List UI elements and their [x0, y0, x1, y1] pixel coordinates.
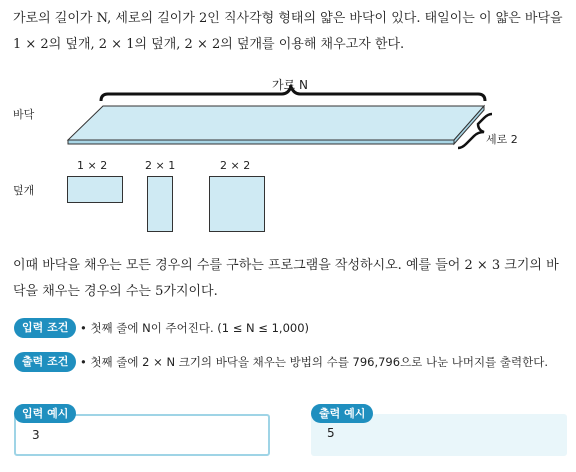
height-label: 세로 2	[486, 133, 518, 146]
input-condition-text: • 첫째 줄에 N이 주어진다. (1 ≤ N ≤ 1,000)	[80, 321, 310, 335]
problem-line: 가로의 길이가 N, 세로의 길이가 2인 직사각형 형태의 얇은 바닥이 있다. 태일이는 이 얇은 바닥을	[13, 11, 563, 26]
tile-1x2	[67, 176, 123, 203]
tile-label-1x2: 1 × 2	[77, 159, 108, 172]
floor-top-face	[68, 106, 484, 140]
width-label: 가로 N	[272, 78, 308, 92]
input-example-badge: 입력 예시	[14, 404, 76, 423]
floor-label: 바닥	[13, 108, 35, 121]
problem-line: 이때 바닥을 채우는 모든 경우의 수를 구하는 프로그램을 작성하시오. 예를 들어 2 × 3 크기의 바	[13, 258, 559, 273]
input-condition-badge: 입력 조건	[14, 318, 76, 338]
output-condition-text: • 첫째 줄에 2 × N 크기의 바닥을 채우는 방법의 수를 796,796으로 나눈 나머지를 출력한다.	[80, 355, 548, 369]
problem-paragraph-1	[13, 6, 569, 58]
tile-label-2x1: 2 × 1	[145, 159, 176, 172]
tile-label-2x2: 2 × 2	[220, 159, 251, 172]
problem-line: 닥을 채우는 경우의 수는 5가지이다.	[13, 284, 218, 299]
problem-paragraph-2	[13, 253, 569, 305]
tile-2x2	[209, 176, 265, 232]
problem-line: 1 × 2의 덮개, 2 × 1의 덮개, 2 × 2의 덮개를 이용해 채우고자 한다.	[13, 37, 405, 52]
output-example-badge: 출력 예시	[311, 404, 373, 423]
output-example-value: 5	[327, 426, 335, 440]
input-example-value: 3	[32, 428, 40, 442]
output-condition-badge: 출력 조건	[14, 352, 76, 372]
tile-2x1	[147, 176, 173, 232]
cover-label: 덮개	[13, 184, 35, 197]
floor-front-face	[68, 140, 454, 144]
